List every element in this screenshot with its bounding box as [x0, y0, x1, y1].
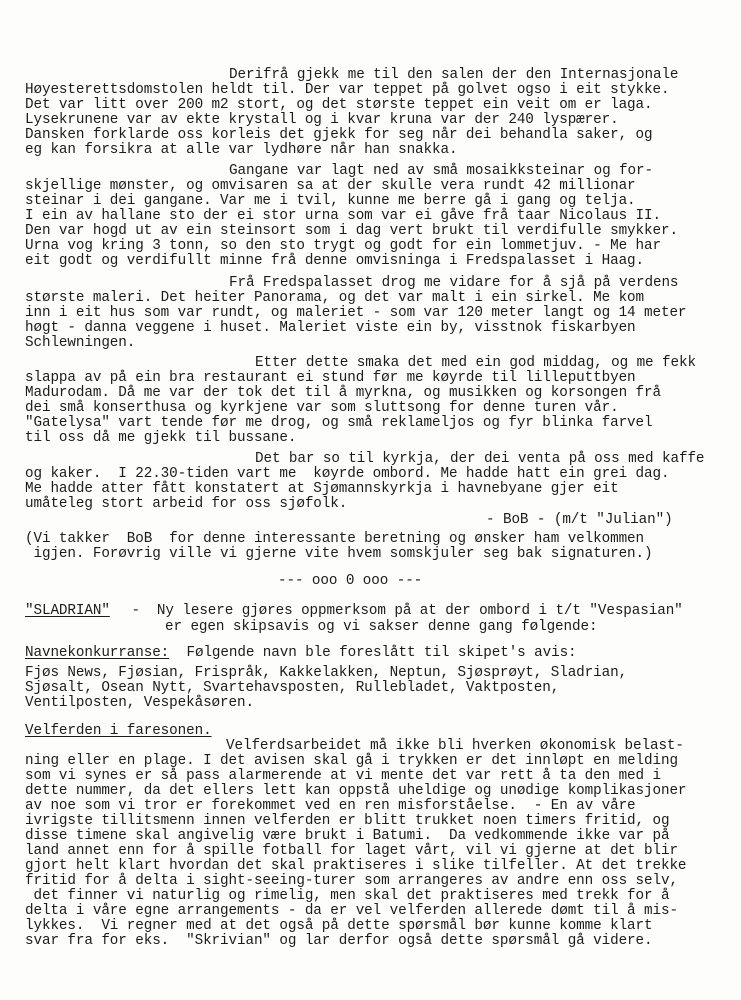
section-heading: Velferden i faresonen.: [25, 723, 212, 739]
text-line: Urna vog kring 3 tonn, so den sto trygt og godt for ein lommetjuv. - Me har: [25, 238, 661, 254]
section-heading: Navnekonkurranse:: [25, 645, 170, 661]
text-line: største maleri. Det heiter Panorama, og det var malt i ein sirkel. Me kom: [25, 290, 645, 306]
text-line: Derifrå gjekk me til den salen der den Internasjonale: [229, 67, 679, 83]
editor-note-line: (Vi takker BoB for denne interessante beretning og ønsker ham velkommen: [25, 531, 645, 547]
text-line: lykkes. Vi regner med at det også på dette spørsmål bør kunne komme klart: [25, 918, 653, 934]
text-line: Dansken forklarde oss korleis det gjekk for seg når dei behandla saker, og: [25, 127, 653, 143]
text-line: slappa av på ein bra restaurant ei stund før me køyrde til lilleputtbyen: [25, 370, 636, 386]
text-line: delta i våre egne arrangements - da er vel velferden allerede dømt til å mis-: [25, 903, 678, 919]
sladrian-label: "SLADRIAN": [25, 603, 110, 619]
text-line: Velferdsarbeidet må ikke bli hverken økonomisk belast-: [226, 738, 684, 754]
text-line: dei små konserthusa og kyrkjene var som sluttsong for denne turen vår.: [25, 400, 619, 416]
text-line: Me hadde atter fått konstatert at Sjømannskyrkja i havnebyane gjer eit: [25, 481, 619, 497]
text-line: steinar i dei gangane. Var me i tvil, kunne me berre gå i gang og telja.: [25, 193, 636, 209]
name-list-line: Ventilposten, Vespekåsøren.: [25, 695, 254, 711]
text-line: Gangane var lagt ned av små mosaikksteinar og for-: [229, 163, 653, 179]
text-line: svar fra for eks. "Skrivian" og lar derfor også dette spørsmål gå videre.: [25, 933, 653, 949]
text-line: eg kan forsikra at alle var lydhøre når han snakka.: [25, 142, 458, 158]
text-line: disse timene skal angivelig være brukt i Batumi. Da vedkommende ikke var på: [25, 828, 670, 844]
text-line: fritid for å delta i sight-seeing-turer som arrangeres av andre enn oss selv,: [25, 873, 678, 889]
text-line: dette nummer, da det ellers lett kan oppstå uheldige og unødige komplikasjoner: [25, 783, 687, 799]
section-intro: Følgende navn ble foreslått til skipet's avis:: [178, 645, 577, 661]
name-list-line: Fjøs News, Fjøsian, Frispråk, Kakkelakken, Neptun, Sjøsprøyt, Sladrian,: [25, 665, 628, 681]
name-list-line: Sjøsalt, Osean Nytt, Svartehavsposten, Rullebladet, Vaktposten,: [25, 680, 560, 696]
text-line: som vi synes er så pass alarmerende at vi mente det var rett å ta den med i: [25, 768, 661, 784]
sladrian-text: er egen skipsavis og vi sakser denne gang følgende:: [165, 619, 598, 635]
text-line: Etter dette smaka det med ein god middag, og me fekk: [255, 355, 696, 371]
text-line: høgt - danna veggene i huset. Maleriet viste ein by, visstnok fiskarbyen: [25, 320, 636, 336]
text-line: Det var litt over 200 m2 stort, og det største teppet ein veit om er laga.: [25, 97, 653, 113]
text-line: Det bar so til kyrkja, der dei venta på oss med kaffe: [255, 451, 705, 467]
text-line: av noe som vi tror er forekommet ved en ren misforståelse. - En av våre: [25, 798, 636, 814]
text-line: Schlewningen.: [25, 335, 136, 351]
text-line: eit godt og verdifullt minne frå denne omvisninga i Fredspalasset i Haag.: [25, 253, 645, 269]
text-line: skjellige mønster, og omvisaren sa at der skulle vera rundt 42 millionar: [25, 178, 636, 194]
text-line: Frå Fredspalasset drog me vidare for å sjå på verdens: [229, 275, 679, 291]
text-line: Høyesterettsdomstolen heldt til. Der var teppet på golvet ogso i eit stykke.: [25, 82, 670, 98]
text-line: gjort helt klart hvordan det skal praktiseres i slike tilfeller. At det trekke: [25, 858, 687, 874]
text-line: I ein av hallane sto der ei stor urna som var ei gåve frå taar Nicolaus II.: [25, 208, 661, 224]
text-line: ning eller en plage. I det avisen skal gå i trykken er det innløpt en melding: [25, 753, 678, 769]
text-line: ivrigste tillitsmenn innen velferden er blitt trukket noen timers fritid, og: [25, 813, 670, 829]
editor-note-line: igjen. Forøvrig ville vi gjerne vite hvem somskjuler seg bak signaturen.): [25, 546, 653, 562]
text-line: land annet enn for å spille fotball for laget vårt, vil vi gjerne at det blir: [25, 843, 678, 859]
text-line: det finner vi naturlig og rimelig, men skal det praktiseres med trekk for å: [25, 888, 670, 904]
text-line: umåteleg stort arbeid for oss sjøfolk.: [25, 496, 348, 512]
text-line: Lysekrunene var av ekte krystall og i kvar kruna var der 240 lyspærer.: [25, 112, 619, 128]
signature: - BoB - (m/t "Julian"): [486, 512, 673, 528]
text-line: inn i eit hus som var rundt, og maleriet - som var 120 meter langt og 14 meter: [25, 305, 687, 321]
text-line: og kaker. I 22.30-tiden vart me køyrde ombord. Me hadde hatt ein grei dag.: [25, 466, 670, 482]
sladrian-text: - Ny lesere gjøres oppmerksom på at der ombord i t/t "Vespasian": [123, 603, 683, 619]
text-line: Madurodam. Då me var der tok det til å myrkna, og musikken og korsongen frå: [25, 385, 661, 401]
section-divider: --- ooo 0 ooo ---: [278, 573, 423, 589]
text-line: til oss då me gjekk til bussane.: [25, 430, 297, 446]
text-line: Den var hogd ut av ein steinsort som i dag vert brukt til verdifulle smykker.: [25, 223, 678, 239]
text-line: "Gatelysa" vart tende før me drog, og små reklameljos og fyr blinka farvel: [25, 415, 653, 431]
